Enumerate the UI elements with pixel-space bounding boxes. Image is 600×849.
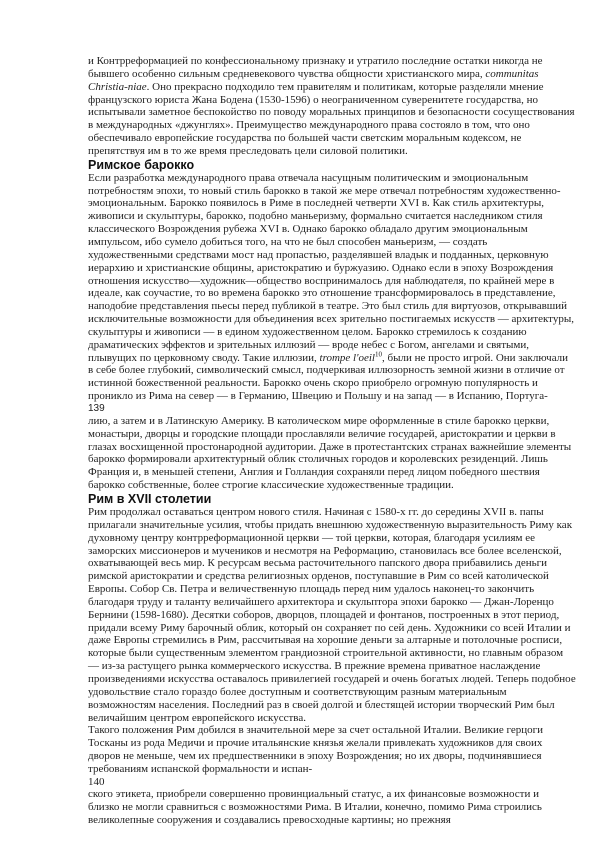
text-line: даже Европы стремились в Рим, рассчитывая на хорошие деньги за алтарные и потолочные росписи, xyxy=(88,634,563,647)
text-line: которые были существенным элементом грандиозной строительной активности, но главным образом xyxy=(88,647,564,660)
text-line: величайшим центром европейского искусства. xyxy=(88,711,306,724)
text-span: , были не просто игрой. Они заключали xyxy=(381,351,569,364)
text-line: исключительные возможности для объединения всех зрительно постигаемых искусств — архитектуры, xyxy=(88,313,574,326)
text-line: требованиям испанской формальности и испан- xyxy=(88,762,313,775)
text-line: Европы. Собор Св. Петра и величественную площадь перед ним удалось наконец-то закончить xyxy=(88,583,535,596)
text-line: римской аристократии и средства религиозных орденов, поступавшие в Рим со всей католической xyxy=(88,570,549,583)
text-line: Такого положения Рим добился в значительной мере за счет остальной Италии. Великие герцоги xyxy=(88,724,544,737)
text-line: эмоциональным. Барокко появилось в Риме в последней четверти XVI в. Как стиль архитектуры, xyxy=(88,197,545,210)
text-line: иерархию и христианские общины, аристократию и буржуазию. Однако если в эпоху Возрождения xyxy=(88,261,554,274)
text-line: идеале, как соучастие, то во времена барокко это отношение трансформировалось в представление, xyxy=(88,287,556,300)
text-line: благодаря труду и таланту величайшего архитектора и скульптора эпохи барокко — Джан-Лоренцо xyxy=(88,595,554,608)
text-line: французского юриста Жана Бодена (1530-1596) о неограниченном суверенитете государства, но xyxy=(88,93,539,106)
text-line: близко не могли сравниться с возможностями Рима. В Италии, конечно, помимо Рима строились xyxy=(88,801,542,814)
text-line: Тосканы из рода Медичи и прочие итальянские князья желали привлекать художников для своих xyxy=(88,737,543,750)
text-span: бывшего особенно сильным средневекового чувства общности христианского мира, xyxy=(88,67,486,80)
text-line: охватывающей весь мир. К ресурсам весьма расточительного папского двора прибавились деньги xyxy=(88,557,548,570)
text-line: классического Возрождения рубежа XVI в. Однако барокко обладало другим эмоциональным xyxy=(88,223,528,236)
text-line: возможностям населения. Последний раз в своей долгой и блестящей истории творческий Рим был xyxy=(88,698,555,711)
french-term: trompe l'oeil xyxy=(319,351,375,364)
text-line: удовольствие стало гораздо более доступным и соответствующим разным материальным xyxy=(88,685,507,698)
intro-paragraph xyxy=(88,55,575,158)
text-line: дворов не меньше, чем их предшественники в эпоху Возрождения; но их дворы, подчинявшиеся xyxy=(88,750,542,763)
text-line: лию, а затем и в Латинскую Америку. В католическом мире оформленные в стиле барокко церкви, xyxy=(88,414,550,427)
text-line: испытывали заметное беспокойство по поводу моральных принципов и безопасности сосуществования xyxy=(88,106,575,119)
text-line: духовному центру контрреформационной церкви — той церкви, которая, благодаря усилиям ее xyxy=(88,531,536,544)
text-line: истинной божественной реальности. Барокко очень скоро приобрело огромную популярность и xyxy=(88,377,538,390)
text-line xyxy=(88,349,569,365)
section-heading: Римское барокко xyxy=(88,157,195,172)
text-line: отношения искусство—художник—общество воспринималось для наблюдателя, по крайней мере в xyxy=(88,274,555,287)
text-line: в себе более глубокий, символический смысл, подчеркивая иллюзорность земной жизни в отличие от xyxy=(88,364,565,377)
text-line: живописи и скульптуры, барокко, подобно маньеризму, формально считается наследником стиля xyxy=(88,210,543,223)
text-line: прилагали значительные усилия, чтобы придать внешнюю художественную выразительность Риму как xyxy=(88,518,573,531)
text-line: Если разработка международного права отвечала насущным политическим и эмоциональным xyxy=(88,171,529,184)
text-line: драматических эффектов и зрительных иллюзий — вроде небес с Богом, ангелами и святыми, xyxy=(88,338,529,351)
text-line: наподобие представления пьесы перед публикой в театре. Это был стиль для виртуозов, открывавший xyxy=(88,300,568,313)
text-line: и Контрреформацией по конфессиональному признаку и утратило последние остатки никогда не xyxy=(88,55,543,67)
page-number: 140 xyxy=(88,775,105,788)
text-line: скульптуры и живописи — в едином художественном целом. Барокко стремилось к созданию xyxy=(88,325,527,338)
text-line: обеспечивало европейские государства по большей части светским моральным кодексом, не xyxy=(88,132,522,145)
footnote-ref[interactable]: 10 xyxy=(374,349,382,358)
section2-paragraph xyxy=(88,506,576,724)
section1-paragraph-cont xyxy=(88,364,565,403)
text-line: глазах восхищенной простонародной аудитории. Даже в протестантских странах важнейшие элементы xyxy=(88,440,572,453)
section-heading: Рим в XVII столетии xyxy=(88,492,212,506)
section3-paragraph-cont xyxy=(88,788,558,827)
text-span: . Оно прекрасно подходило тем правителям и политикам, которые разделяли мнение xyxy=(146,80,544,93)
text-line: великолепные сооружения и создавались превосходные картины; но прежняя xyxy=(88,813,451,826)
text-line: Бернини (1598-1680). Десятки соборов, дворцов, площадей и фонтанов, построенных в этот период, xyxy=(88,608,560,621)
latin-term: Christia-niae xyxy=(88,80,147,93)
page-number: 139 xyxy=(88,402,105,414)
text-line: Рим продолжал оставаться центром нового стиля. Начиная с 1580-х гг. до середины XVII в. папы xyxy=(88,506,544,518)
text-line: ского этикета, приобрели совершенно провинциальный статус, а их финансовые возможности и xyxy=(88,788,539,801)
text-line: проникло из Рима на север — в Германию, Швецию и Польшу и на запад — в Испанию, Португа- xyxy=(88,390,548,403)
text-line: барокко собственные, более строгие классические художественные традиции. xyxy=(88,479,454,492)
text-line: в международных «джунглях». Преимущество международного права состояло в том, что оно xyxy=(88,119,530,132)
text-line: заморских миссионеров и мучеников и несмотря на Реформацию, становилась все более вселенской, xyxy=(88,544,562,557)
text-line: художественными средствами мост над пропастью, разделявшей владык и подданных, церковную xyxy=(88,248,549,261)
section3-paragraph xyxy=(88,724,558,775)
text-line: Франция и, в меньшей степени, Англия и Голландия сохраняли перед лицом победного шествия xyxy=(88,466,540,479)
text-line: придали всему Риму барочный облик, который он сохраняет по сей день. Художники со всей Италии и xyxy=(88,621,571,634)
section1-paragraph-cont xyxy=(88,414,572,492)
latin-term: communitas xyxy=(485,67,539,80)
text-line: препятствуя им в то же время преследовать цели силовой политики. xyxy=(88,144,408,157)
text-line: — из-за растущего рынка коммерческого искусства. В прежние времена приватное наслаждение xyxy=(88,660,541,673)
text-span: плывущих по церковному своду. Такие иллюзии, xyxy=(88,351,320,364)
text-line: импульсом, ибо сумело добиться того, на что не был способен маньеризм, — создать xyxy=(88,235,488,248)
document-page xyxy=(88,55,576,827)
text-line: монастыри, дворцы и городские площади прославляли величие государей, аристократии и церкви в xyxy=(88,427,556,440)
section1-paragraph xyxy=(88,171,574,352)
text-line: потребностям эпохи, то новый стиль барокко в такой же мере отвечал потребностям художественно- xyxy=(88,184,561,197)
text-line: барокко формировали архитектурный облик столичных городов и королевских резиденций. Лишь xyxy=(88,453,548,466)
text-line xyxy=(88,81,558,94)
text-line xyxy=(88,68,558,81)
text-line: произведениями искусства оставалось привилегией государей и очень богатых людей. Теперь подобное xyxy=(88,672,576,685)
